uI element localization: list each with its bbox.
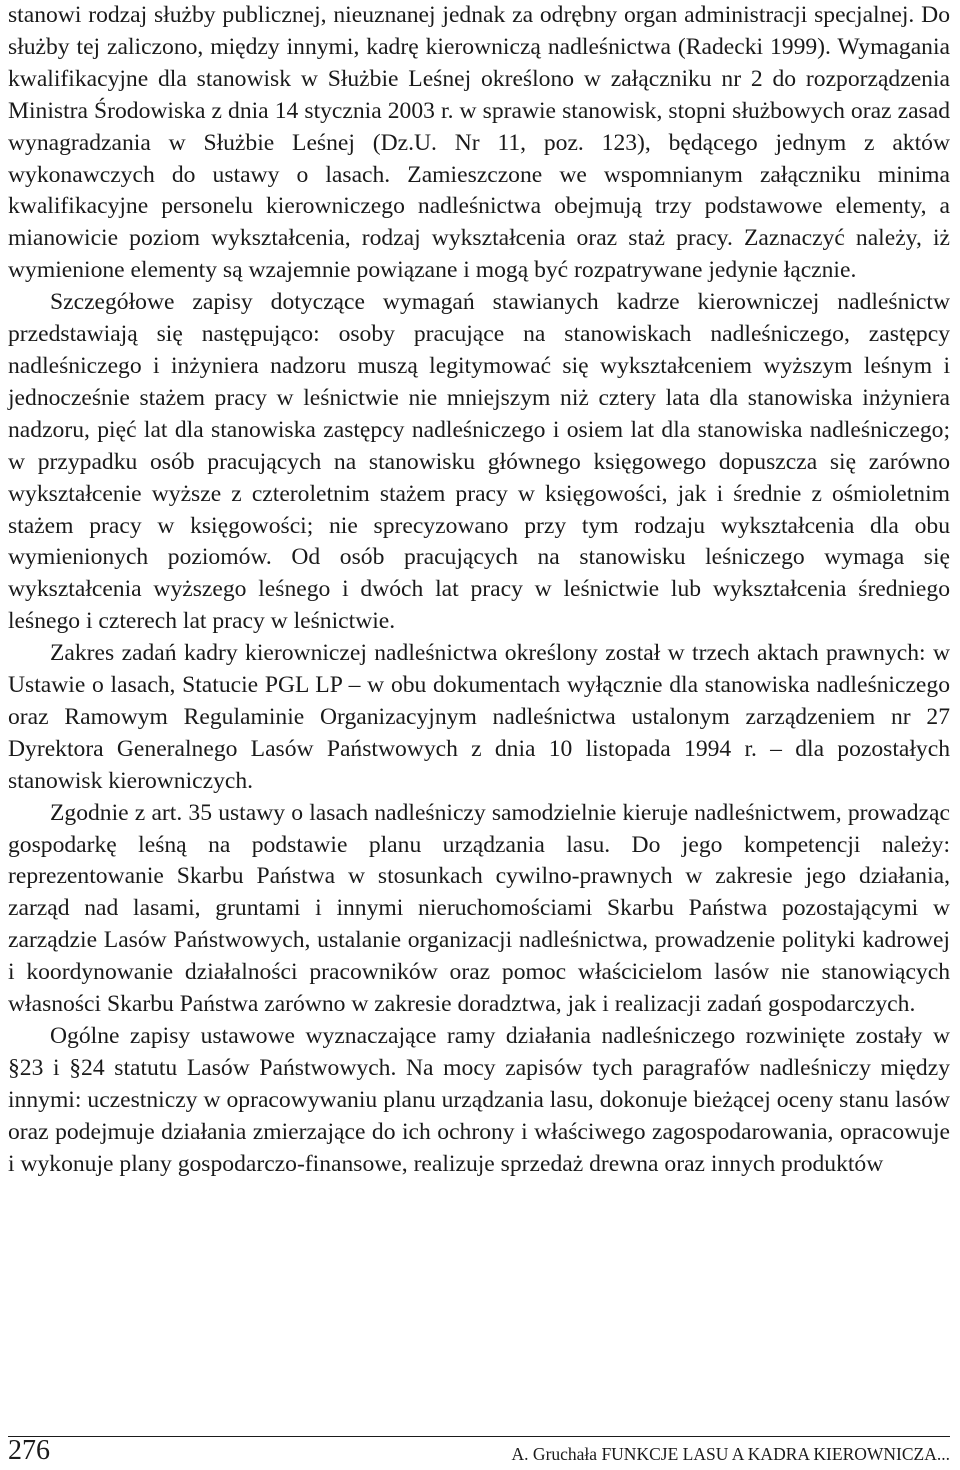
page-footer — [8, 1437, 950, 1469]
page-number: 276 — [8, 1435, 50, 1466]
paragraph-2: Szczegółowe zapisy dotyczące wymagań stawianych kadrze kierowniczej nadleśnictw przedstawiają się następująco: osoby pracujące na stanowiskach nadleśniczego, zastępcy nadleśniczego i inżyniera nadzoru muszą legitymować się wykształceniem wyższym leśnym i jednocześnie stażem pracy w leśnictwie nie mniejszym niż cztery lata dla stanowiska inżyniera nadzoru, pięć lat dla stanowiska zastępcy nadleśniczego i osiem lat dla stanowiska nadleśniczego; w przypadku osób pracujących na stanowisku głównego księgowego dopuszcza się zarówno wykształcenie wyższe z czteroletnim stażem pracy w księgowości, jak i średnie z ośmioletnim stażem pracy w księgowości; nie sprecyzowano przy tym rodzaju wykształcenia dla obu wymienionych poziomów. Od osób pracujących na stanowisku leśniczego wymaga się wykształcenia wyższego leśnego i dwóch lat pracy w leśnictwie lub wykształcenia średniego leśnego i czterech lat pracy w leśnictwie. — [8, 289, 950, 635]
paragraph-5: Ogólne zapisy ustawowe wyznaczające ramy działania nadleśniczego rozwinięte zostały w §23 i §24 statutu Lasów Państwowych. Na mocy zapisów tych paragrafów nadleśniczy między innymi: uczestniczy w opracowywaniu planu urządzania lasu, dokonuje bieżącej oceny stanu lasów oraz podejmuje działania zmierzające do ich ochrony i właściwego zagospodarowania, opracowuje i wykonuje plany gospodarczo-finansowe, realizuje sprzedaż drewna oraz innych produktów — [8, 1023, 950, 1177]
running-head: A. Gruchała FUNKCJE LASU A KADRA KIEROWNICZA... — [511, 1444, 950, 1464]
paragraph-3: Zakres zadań kadry kierowniczej nadleśnictwa określony został w trzech aktach prawnych: w Ustawie o lasach, Statucie PGL LP – w obu dokumentach wyłącznie dla stanowiska nadleśniczego oraz Ramowym Regulaminie Organizacyjnym nadleśnictwa ustalonym zarządzeniem nr 27 Dyrektora Generalnego Lasów Państwowych z dnia 10 listopada 1994 r. – dla pozostałych stanowisk kierowniczych. — [8, 640, 950, 794]
paragraph-1: stanowi rodzaj służby publicznej, nieuznanej jednak za odrębny organ administracji specjalnej. Do służby tej zaliczono, między innymi, kadrę kierowniczą nadleśnictwa (Radecki 1999). Wymagania kwalifikacyjne dla stanowisk w Służbie Leśnej określono w załączniku nr 2 do rozporządzenia Ministra Środowiska z dnia 14 stycznia 2003 r. w sprawie stanowisk, stopni służbowych oraz zasad wynagradzania w Służbie Leśnej (Dz.U. Nr 11, poz. 123), będącego jednym z aktów wykonawczych do ustawy o lasach. Zamieszczone we wspomnianym załączniku minima kwalifikacyjne personelu kierowniczego nadleśnictwa obejmują trzy podstawowe elementy, a mianowicie poziom wykształcenia, rodzaj wykształcenia oraz staż pracy. Zaznaczyć należy, iż wymienione elementy są wzajemnie powiązane i mogą być rozpatrywane jedynie łącznie. — [8, 2, 950, 284]
paragraph-4: Zgodnie z art. 35 ustawy o lasach nadleśniczy samodzielnie kieruje nadleśnictwem, prowadząc gospodarkę leśną na podstawie planu urządzania lasu. Do jego kompetencji należy: reprezentowanie Skarbu Państwa w stosunkach cywilno-prawnych w zakresie jego działania, zarząd nad lasami, gruntami i innymi nieruchomościami Skarbu Państwa pozostającymi w zarządzie Lasów Państwowych, ustalanie organizacji nadleśnictwa, prowadzenie polityki kadrowej i koordynowanie działalności pracowników oraz pomoc właścicielom lasów nie stanowiących własności Skarbu Państwa zarówno w zakresie doradztwa, jak i realizacji zadań gospodarczych. — [8, 799, 950, 1018]
document-page — [8, 0, 950, 1181]
